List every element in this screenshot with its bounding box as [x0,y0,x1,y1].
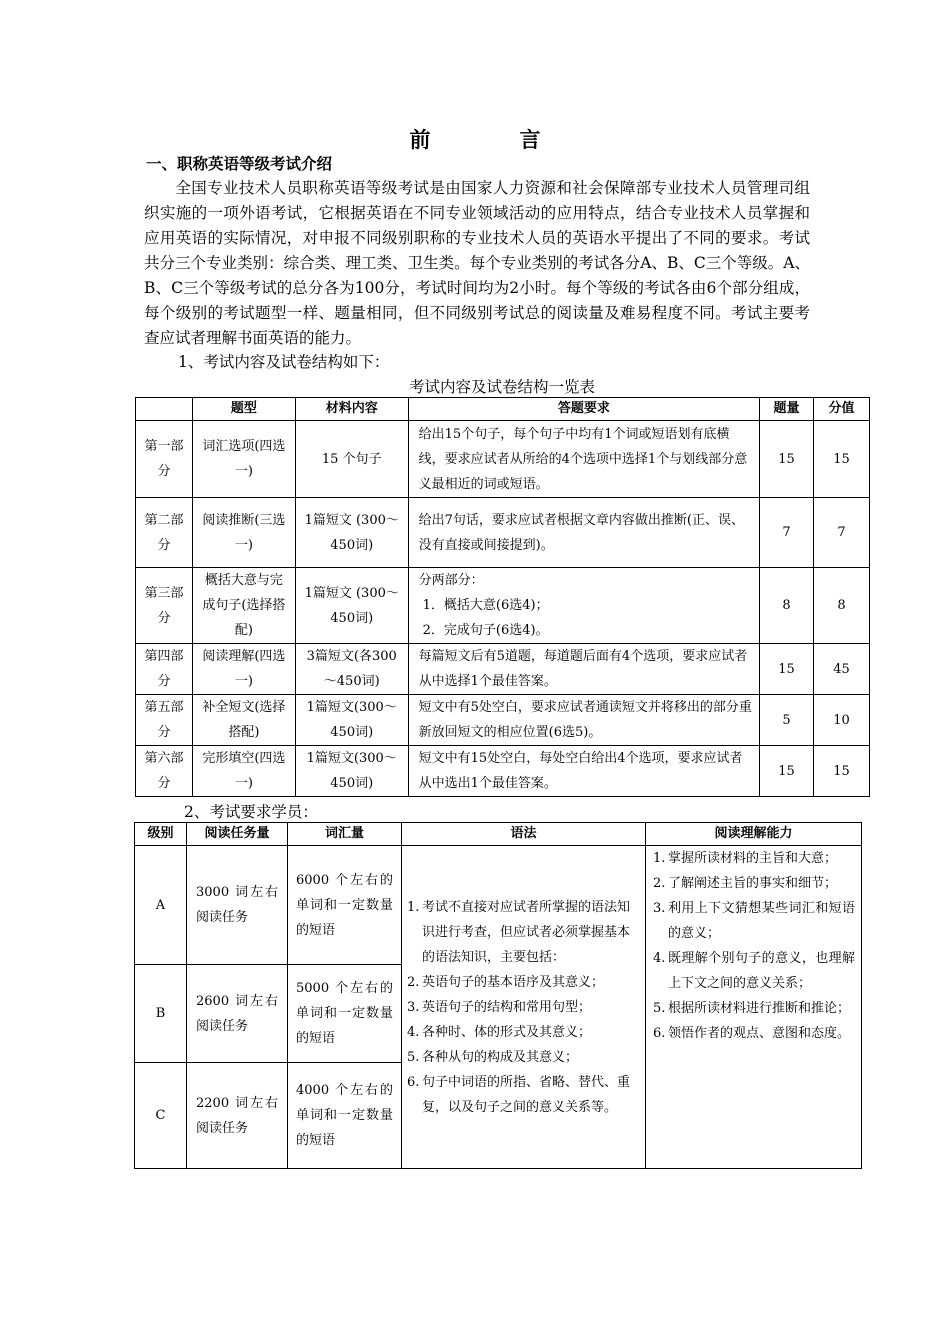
reading-item: 根据所读材料进行推断和推论； [668,1001,851,1016]
table-row [136,644,870,695]
score-cell: 10 [814,695,870,746]
type-cell: 阅读推断(三选一) [192,498,295,568]
count-cell: 8 [760,568,814,644]
material-cell: 1篇短文 (300～450词) [295,568,408,644]
header-cell: 答题要求 [408,398,759,421]
requirement-item: 2．完成句子(6选4)。 [422,623,549,638]
table-row [136,498,870,568]
score-cell: 15 [814,421,870,498]
score-cell: 7 [814,498,870,568]
requirements-heading: 2、考试要求学员： [184,803,318,821]
part-cell: 第二部分 [136,498,193,568]
reading-item: 既理解个别句子的意义，也理解上下文之间的意义关系； [668,951,855,991]
level-cell: A [135,846,187,965]
level-cell: B [135,965,187,1063]
task-cell: 2200 词左右阅读任务 [187,1063,288,1169]
requirement-cell: 给出15个句子，每个句子中均有1个词或短语划有底横线，要求应试者从所给的4个选项中选择1个与划线部分意义最相近的词或短语。 [408,421,759,498]
count-cell: 15 [760,421,814,498]
part-cell: 第四部分 [136,644,193,695]
grammar-item: 英语句子的基本语序及其意义； [422,974,605,990]
reading-ability-list [652,846,855,1046]
table-header-row [136,398,870,421]
reading-item: 利用上下文猜想某些词汇和短语的意义； [668,901,855,941]
reading-item: 领悟作者的观点、意图和态度。 [668,1026,851,1041]
requirement-cell [408,568,759,644]
table-row [136,746,870,797]
table-row [135,846,862,965]
vocab-cell: 4000 个左右的单词和一定数量的短语 [288,1063,402,1169]
part-cell: 第一部分 [136,421,193,498]
grammar-item: 英语句子的结构和常用句型； [422,999,592,1015]
vocab-cell: 6000 个左右的单词和一定数量的短语 [288,846,402,965]
material-cell: 1篇短文(300～450词) [295,695,408,746]
task-cell: 3000 词左右阅读任务 [187,846,288,965]
requirement-cell: 短文中有5处空白，要求应试者通读短文并将移出的部分重新放回短文的相应位置(6选5)。 [408,695,759,746]
part-cell: 第六部分 [136,746,193,797]
type-cell: 阅读理解(四选一) [192,644,295,695]
requirement-item: 1．概括大意(6选4)； [422,598,549,613]
page-title: 前 言 [409,127,575,152]
part-cell: 第三部分 [136,568,193,644]
header-cell: 语法 [402,823,646,846]
type-cell: 补全短文(选择搭配) [192,695,295,746]
header-cell: 题型 [192,398,295,421]
grammar-item: 句子中词语的所指、省略、替代、重复，以及句子之间的意义关系等。 [422,1074,631,1115]
header-cell [136,398,193,421]
level-cell: C [135,1063,187,1169]
requirement-cell: 给出7句话，要求应试者根据文章内容做出推断(正、误、没有直接或间接提到)。 [408,498,759,568]
task-cell: 2600 词左右阅读任务 [187,965,288,1063]
intro-paragraph [144,176,810,351]
header-cell: 分值 [814,398,870,421]
header-cell: 题量 [760,398,814,421]
structure-heading: 1、考试内容及试卷结构如下： [178,353,390,371]
requirement-cell: 每篇短文后有5道题，每道题后面有4个选项，要求应试者从中选择1个最佳答案。 [408,644,759,695]
table-row [136,421,870,498]
type-cell: 词汇选项(四选一) [192,421,295,498]
count-cell: 7 [760,498,814,568]
table-row [136,568,870,644]
type-cell: 完形填空(四选一) [192,746,295,797]
header-cell: 级别 [135,823,187,846]
type-cell: 概括大意与完成句子(选择搭配) [192,568,295,644]
table-row [136,695,870,746]
section-heading: 一、职称英语等级考试介绍 [146,154,333,173]
score-cell: 15 [814,746,870,797]
grammar-item: 考试不直接对应试者所掌握的语法知识进行考查，但应试者必须掌握基本的语法知识，主要包括： [422,899,631,965]
requirement-intro: 分两部分： [418,573,484,588]
score-cell: 45 [814,644,870,695]
material-cell: 3篇短文(各300～450词) [295,644,408,695]
grammar-item: 各种时、体的形式及其意义； [422,1024,592,1040]
vocab-cell: 5000 个左右的单词和一定数量的短语 [288,965,402,1063]
header-cell: 阅读任务量 [187,823,288,846]
grammar-cell [402,846,646,1169]
grammar-list [406,895,639,1120]
count-cell: 5 [760,695,814,746]
reading-item: 了解阐述主旨的事实和细节； [668,876,838,891]
material-cell: 15 个句子 [295,421,408,498]
intro-text: 全国专业技术人员职称英语等级考试是由国家人力资源和社会保障部专业技术人员管理司组织实施的一项外语考试，它根据英语在不同专业领域活动的应用特点，结合专业技术人员掌握和应用英语的实际情况，对申报不同级别职称的专业技术人员的英语水平提出了不同的要求。考试共分三个专业类别：综合类、理工类、卫生类。每个专业类别的考试各分A、B、C三个等级。A、B、C三个等级考试的总分各为100分，考试时间均为2小时。每个等级的考试各由6个部分组成，每个级别的考试题型一样、题量相同，但不同级别考试总的阅读量及难易程度不同。考试主要考查应试者理解书面英语的能力。 [144,179,810,347]
structure-table-caption: 考试内容及试卷结构一览表 [408,378,595,396]
header-cell: 阅读理解能力 [646,823,862,846]
table-header-row [135,823,862,846]
material-cell: 1篇短文 (300～450词) [295,498,408,568]
part-cell: 第五部分 [136,695,193,746]
reading-ability-cell [646,846,862,1169]
header-cell: 材料内容 [295,398,408,421]
grammar-item: 各种从句的构成及其意义； [422,1049,579,1065]
count-cell: 15 [760,644,814,695]
score-cell: 8 [814,568,870,644]
requirement-cell: 短文中有15处空白，每处空白给出4个选项，要求应试者从中选出1个最佳答案。 [408,746,759,797]
exam-requirements-table [134,822,862,1169]
reading-item: 掌握所读材料的主旨和大意； [668,851,838,866]
material-cell: 1篇短文(300～450词) [295,746,408,797]
count-cell: 15 [760,746,814,797]
exam-structure-table [135,397,870,797]
header-cell: 词汇量 [288,823,402,846]
